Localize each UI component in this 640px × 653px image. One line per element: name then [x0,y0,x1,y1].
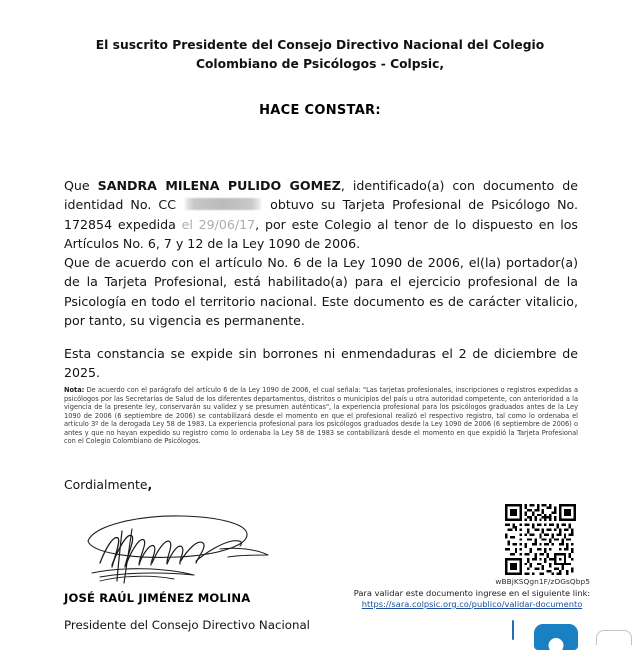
legal-note-text: De acuerdo con el parágrafo del artículo 6 de la Ley 1090 de 2006, el cual señala: "Las tarjetas profesionales, inscripciones o registros expedidas a psicólogos por las Secretarías de Salud de los diferentes departamentos, distritos o municipios del país u otra autoridad competente, con anterioridad a la vigencia de la presente ley, conservarán su validez y se presumen auténticas", la experiencia profesional para los psicólogos graduados antes de la Ley 1090 de 2006 (6 septiembre de 2006) se contabilizará desde el momento en que el profesional realizó el respectivo registro, tal como lo ordenaba el artículo 3º de la derogada Ley 58 de 1983. La experiencia profesional para los psicólogos graduados desde la Ley 1090 de 2006 (6 septiembre de 2006) o antes y que no hayan expedido su registro como lo ordenaba la Ley 58 de 1983 se contabilizará desde el momento en que expidió la Tarjeta Profesional con el Colegio Colombiano de Psicólogos. [64,386,578,446]
paragraph-certification [64,176,578,254]
closing-salutation-comma: , [147,477,153,492]
paragraph-tail: , por este Colegio al tenor de lo dispuesto en los Artículos No. 6, 7 y 12 de la Ley 1090 de 2006. [64,216,578,252]
validation-qr-code [505,504,576,575]
validation-code: wBBjKSQgn1F/zOGsQbp5 [495,577,590,586]
issue-date-fragment: el 29/06/17 [181,216,256,232]
paragraph-habilitation: Que de acuerdo con el artículo No. 6 de la Ley 1090 de 2006, el(la) portador(a) de la Tarjeta Profesional, está habilitado(a) para el ejercicio profesional de la Psicología en todo el territorio nacional. Este documento es de carácter vitalicio, por tanto, su vigencia es permanente. [64,255,578,329]
redacted-id-number [185,198,261,210]
legal-note-label: Nota: [64,386,85,394]
signature-image [70,505,285,585]
certified-person-name: SANDRA MILENA PULIDO GOMEZ [97,178,341,193]
signature-strokes [70,505,285,585]
signer-title: Presidente del Consejo Directivo Nacional [64,618,310,632]
secondary-widget-button[interactable] [596,630,632,645]
declaration-heading: HACE CONSTAR: [259,103,381,118]
validation-link[interactable]: https://sara.colpsic.org.co/publico/validar-documento [361,599,583,609]
validation-instruction: Para validar este documento ingrese en el siguiente link: [353,588,591,598]
paragraph-after-redaction: obtuvo su Tarjeta Profesional de Psicólogo No. 172854 expedida [64,197,579,232]
chat-bubble-icon [549,638,564,653]
qr-code-icon [505,504,576,575]
signer-name: JOSÉ RAÚL JIMÉNEZ MOLINA [64,591,251,605]
paragraph-after-name: , identificado(a) con documento de identidad No. CC [64,178,578,213]
chat-widget-button[interactable] [534,624,578,650]
closing-salutation [64,477,152,492]
scroll-indicator[interactable] [512,620,514,640]
closing-salutation-text: Cordialmente [64,477,148,492]
paragraph-lead: Que [64,178,90,193]
paragraph-issuance-date: Esta constancia se expide sin borrones ni enmendaduras el 2 de diciembre de 2025. [64,346,578,381]
document-header: El suscrito Presidente del Consejo Directivo Nacional del Colegio Colombiano de Psicólogos - Colpsic, [95,38,545,71]
legal-note [64,386,578,446]
